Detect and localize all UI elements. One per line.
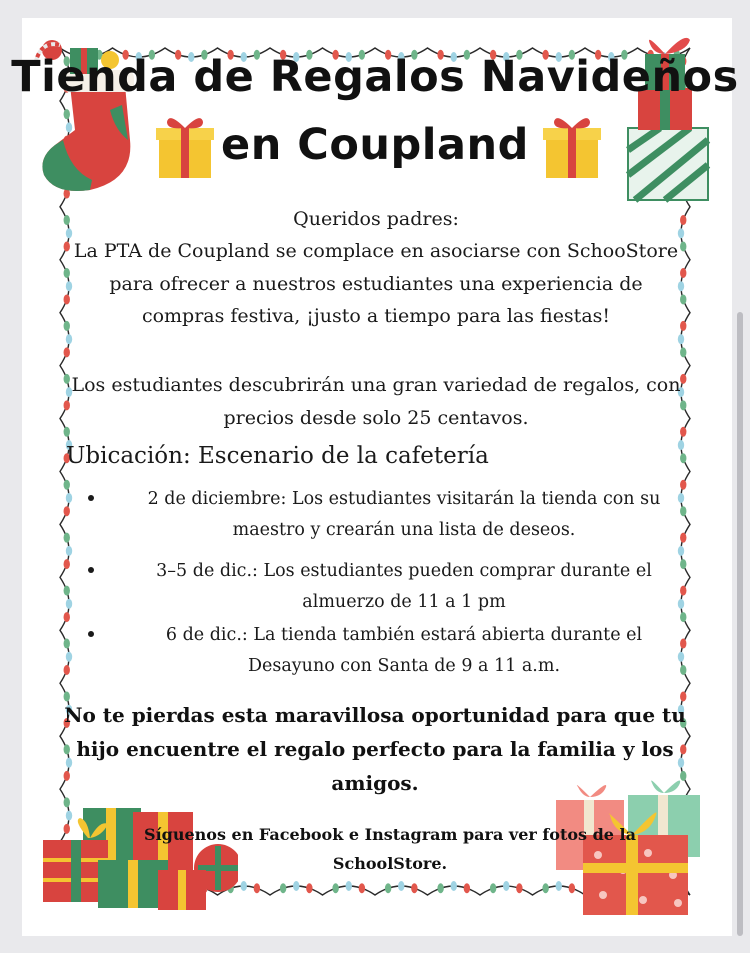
light-bulb <box>64 639 70 649</box>
light-bulb <box>451 881 457 891</box>
light-bulb <box>678 546 684 556</box>
light-bulb <box>503 881 509 891</box>
schedule-item-text: 3–5 de dic.: Los estudiantes pueden comprar durante el almuerzo de 11 a 1 pm <box>156 561 652 612</box>
light-bulb <box>680 347 686 357</box>
light-bulb <box>293 881 299 891</box>
light-bulb <box>64 347 70 357</box>
intro-paragraph: La PTA de Coupland se complace en asociarse con SchooStore para ofrecer a nuestros estudiantes una experiencia de compras festiva, ¡justo a tiempo para las fiestas! <box>73 240 679 327</box>
location-heading: Ubicación: Escenario de la cafetería <box>66 443 489 469</box>
light-bulb <box>678 440 684 450</box>
bullet-icon <box>88 631 94 637</box>
closing-message: No te pierdas esta maravillosa oportunidad para que tu hijo encuentre el regalo perfecto para la familia y los amigos. <box>64 703 686 795</box>
title-line-1: Tienda de Regalos Navideños <box>11 52 739 102</box>
light-bulb <box>66 599 72 609</box>
bullet-icon <box>88 567 94 573</box>
light-bulb <box>680 453 686 463</box>
light-bulb <box>678 334 684 344</box>
light-bulb <box>346 881 352 891</box>
light-bulb <box>241 881 247 891</box>
light-bulb <box>385 883 391 893</box>
light-bulb <box>398 881 404 891</box>
light-bulb <box>490 883 496 893</box>
light-bulb <box>64 665 70 675</box>
light-bulb <box>516 883 522 893</box>
light-bulb <box>254 883 260 893</box>
light-bulb <box>66 493 72 503</box>
schedule-item-text: 6 de dic.: La tienda también estará abierta durante el Desayuno con Santa de 9 a 11 a.m. <box>165 625 643 676</box>
schedule-item <box>88 620 688 682</box>
light-bulb <box>64 612 70 622</box>
light-bulb <box>64 506 70 516</box>
light-bulb <box>64 559 70 569</box>
greeting: Queridos padres: <box>293 208 459 230</box>
light-bulb <box>359 883 365 893</box>
light-bulb <box>66 652 72 662</box>
light-bulb <box>64 586 70 596</box>
variety-paragraph: Los estudiantes descubrirán una gran variedad de regalos, con precios desde solo 25 centavos. <box>71 374 681 429</box>
light-bulb <box>464 883 470 893</box>
schedule-item <box>88 556 688 618</box>
light-bulb <box>280 883 286 893</box>
schedule-item-text: 2 de diciembre: Los estudiantes visitarán la tienda con su maestro y crearán una lista de deseos. <box>147 489 661 540</box>
light-bulb <box>437 883 443 893</box>
light-bulb <box>332 883 338 893</box>
bullet-icon <box>88 495 94 501</box>
light-bulb <box>64 480 70 490</box>
light-bulb <box>66 546 72 556</box>
light-bulb <box>411 883 417 893</box>
light-bulb <box>64 533 70 543</box>
title-line-2: en Coupland <box>221 120 529 170</box>
scrollbar[interactable] <box>737 312 743 936</box>
light-bulb <box>66 334 72 344</box>
schedule-item <box>88 484 688 546</box>
light-bulb <box>306 883 312 893</box>
social-follow-note: Síguenos en Facebook e Instagram para ver fotos de la SchoolStore. <box>144 825 636 873</box>
